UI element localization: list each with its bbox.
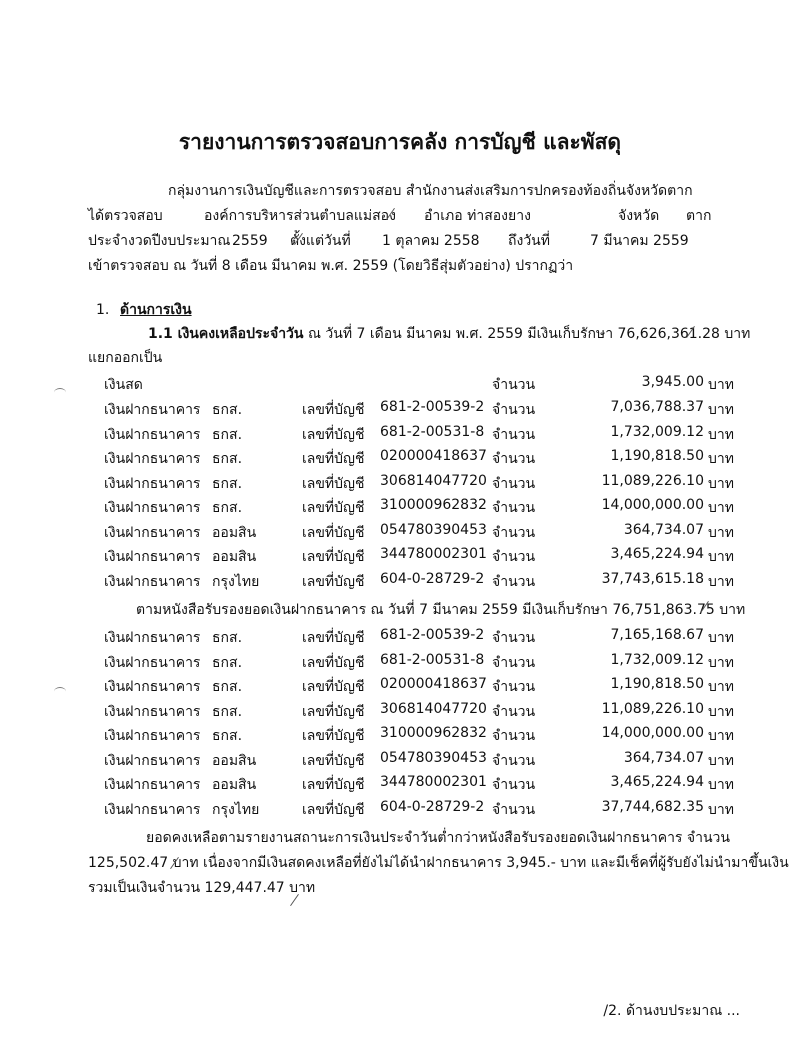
account-number: 054780390453 xyxy=(380,521,487,538)
bank-name: ธกส. xyxy=(212,500,243,516)
account-row xyxy=(104,571,744,593)
bank-name: ออมสิน xyxy=(212,777,257,793)
account-type: เงินฝากธนาคาร xyxy=(104,777,201,793)
qty-label: จำนวน xyxy=(492,573,536,590)
account-number: 681-2-00539-2 xyxy=(380,627,485,643)
certificate-heading: ตามหนังสือรับรองยอดเงินฝากธนาคาร ณ วันที่ 7 มีนาคม 2559 มีเงินเก็บรักษา 76,751,863.75 บาท xyxy=(136,602,746,618)
bank-name: ธกส. xyxy=(212,728,243,744)
account-row xyxy=(104,774,744,796)
qty-label: จำนวน xyxy=(492,630,536,646)
subsection-text: ณ วันที่ 7 เดือน มีนาคม พ.ศ. 2559 มีเงินเก็บรักษา 76,626,361.28 บาท xyxy=(303,326,751,342)
qty-label: จำนวน xyxy=(492,377,536,393)
account-number-label: เลขที่บัญชี xyxy=(302,549,365,565)
subsection-heading: 1.1 เงินคงเหลือประจำวัน xyxy=(148,326,304,342)
account-number: 681-2-00531-8 xyxy=(380,651,485,668)
district: อำเภอ ท่าสองยาง xyxy=(424,208,531,224)
inspect-date-line: เข้าตรวจสอบ ณ วันที่ 8 เดือน มีนาคม พ.ศ. 2559 (โดยวิธีสุ่มตัวอย่าง) ปรากฏว่า xyxy=(88,258,574,274)
qty-label: จำนวน xyxy=(492,426,536,443)
unit-label: บาท xyxy=(708,377,734,393)
account-row xyxy=(104,448,744,470)
account-number: 306814047720 xyxy=(380,700,487,717)
account-number-label: เลขที่บัญชี xyxy=(302,500,365,516)
account-number-label: เลขที่บัญชี xyxy=(302,426,365,443)
unit-label: บาท xyxy=(708,549,734,565)
amount: 3,465,224.94 xyxy=(610,546,704,562)
unit-label: บาท xyxy=(708,752,734,769)
account-number-label: เลขที่บัญชี xyxy=(302,801,365,818)
account-row xyxy=(104,424,744,446)
account-number-label: เลขที่บัญชี xyxy=(302,752,365,769)
bank-name: ธกส. xyxy=(212,654,243,671)
qty-label: จำนวน xyxy=(492,728,536,744)
agency-line: กลุ่มงานการเงินบัญชีและการตรวจสอบ สำนักงานส่งเสริมการปกครองท้องถิ่นจังหวัดตาก xyxy=(168,183,693,199)
fiscal-year: 2559 xyxy=(232,233,268,249)
account-type: เงินฝากธนาคาร xyxy=(104,524,201,541)
unit-label: บาท xyxy=(708,475,734,492)
account-number-label: เลขที่บัญชี xyxy=(302,679,365,695)
account-type: เงินฝากธนาคาร xyxy=(104,402,201,418)
section-heading: ด้านการเงิน xyxy=(120,302,192,318)
qty-label: จำนวน xyxy=(492,703,536,720)
account-number: 310000962832 xyxy=(380,497,487,513)
bank-name: ธกส. xyxy=(212,679,243,695)
unit-label: บาท xyxy=(708,654,734,671)
cash-amount: 3,945.00 xyxy=(641,374,704,390)
account-type: เงินฝากธนาคาร xyxy=(104,679,201,695)
account-row xyxy=(104,799,744,821)
account-number: 310000962832 xyxy=(380,725,487,741)
bank-name: กรุงไทย xyxy=(212,573,260,590)
account-number-label: เลขที่บัญชี xyxy=(302,654,365,671)
account-row xyxy=(104,473,744,495)
summary-line-2: 125,502.47 บาท เนื่องจากมีเงินสดคงเหลือที่ยังไม่ได้นำฝากธนาคาร 3,945.- บาท และมีเช็คที่ผู้รับยังไม่นำมาขึ้นเงิน xyxy=(88,855,789,871)
account-number-label: เลขที่บัญชี xyxy=(302,630,365,646)
amount: 1,190,818.50 xyxy=(610,448,704,464)
unit-label: บาท xyxy=(708,573,734,590)
account-number: 604-0-28729-2 xyxy=(380,798,485,815)
unit-label: บาท xyxy=(708,402,734,418)
cash-label: เงินสด xyxy=(104,377,143,393)
account-row xyxy=(104,676,744,698)
amount: 364,734.07 xyxy=(623,521,704,538)
account-type: เงินฝากธนาคาร xyxy=(104,630,201,646)
account-type: เงินฝากธนาคาร xyxy=(104,752,201,769)
account-type: เงินฝากธนาคาร xyxy=(104,426,201,443)
amount: 14,000,000.00 xyxy=(601,725,704,741)
split-label: แยกออกเป็น xyxy=(88,350,163,366)
account-row xyxy=(104,497,744,519)
account-number-label: เลขที่บัญชี xyxy=(302,573,365,590)
account-type: เงินฝากธนาคาร xyxy=(104,703,201,720)
qty-label: จำนวน xyxy=(492,500,536,516)
to-date: 7 มีนาคม 2559 xyxy=(590,233,689,249)
unit-label: บาท xyxy=(708,703,734,720)
amount: 1,732,009.12 xyxy=(610,651,704,668)
account-number-label: เลขที่บัญชี xyxy=(302,524,365,541)
cash-row xyxy=(104,374,744,396)
unit-label: บาท xyxy=(708,500,734,516)
account-type: เงินฝากธนาคาร xyxy=(104,801,201,818)
unit-label: บาท xyxy=(708,630,734,646)
summary-line-1: ยอดคงเหลือตามรายงานสถานะการเงินประจำวันต่ำกว่าหนังสือรับรองยอดเงินฝากธนาคาร จำนวน xyxy=(146,830,730,846)
account-number: 306814047720 xyxy=(380,472,487,489)
unit-label: บาท xyxy=(708,679,734,695)
unit-label: บาท xyxy=(708,451,734,467)
account-row xyxy=(104,546,744,568)
account-number: 681-2-00531-8 xyxy=(380,423,485,440)
qty-label: จำนวน xyxy=(492,654,536,671)
amount: 37,743,615.18 xyxy=(601,570,704,587)
unit-label: บาท xyxy=(708,728,734,744)
section-number: 1. xyxy=(96,302,110,318)
account-type: เงินฝากธนาคาร xyxy=(104,549,201,565)
bank-name: ออมสิน xyxy=(212,549,257,565)
account-type: เงินฝากธนาคาร xyxy=(104,654,201,671)
account-number-label: เลขที่บัญชี xyxy=(302,777,365,793)
unit-label: บาท xyxy=(708,801,734,818)
account-type: เงินฝากธนาคาร xyxy=(104,573,201,590)
from-label: ตั้งแต่วันที่ xyxy=(290,233,351,249)
account-row xyxy=(104,652,744,674)
amount: 7,165,168.67 xyxy=(610,627,704,643)
account-type: เงินฝากธนาคาร xyxy=(104,451,201,467)
account-row xyxy=(104,399,744,421)
account-number: 344780002301 xyxy=(380,774,487,790)
account-number-label: เลขที่บัญชี xyxy=(302,703,365,720)
fiscal-label: ประจำงวดปีงบประมาณ xyxy=(88,233,231,249)
account-number-label: เลขที่บัญชี xyxy=(302,402,365,418)
account-number: 020000418637 xyxy=(380,448,487,464)
account-number: 344780002301 xyxy=(380,546,487,562)
inspected-label: ได้ตรวจสอบ xyxy=(88,208,163,224)
qty-label: จำนวน xyxy=(492,475,536,492)
account-number-label: เลขที่บัญชี xyxy=(302,728,365,744)
qty-label: จำนวน xyxy=(492,752,536,769)
amount: 3,465,224.94 xyxy=(610,774,704,790)
amount: 364,734.07 xyxy=(623,749,704,766)
bank-name: ธกส. xyxy=(212,402,243,418)
amount: 37,744,682.35 xyxy=(601,798,704,815)
account-number-label: เลขที่บัญชี xyxy=(302,475,365,492)
amount: 11,089,226.10 xyxy=(601,472,704,489)
from-date: 1 ตุลาคม 2558 xyxy=(382,233,480,249)
qty-label: จำนวน xyxy=(492,549,536,565)
amount: 1,732,009.12 xyxy=(610,423,704,440)
bank-name: ออมสิน xyxy=(212,524,257,541)
subsection-line xyxy=(148,326,750,343)
amount: 14,000,000.00 xyxy=(601,497,704,513)
account-row xyxy=(104,750,744,772)
unit-label: บาท xyxy=(708,524,734,541)
qty-label: จำนวน xyxy=(492,451,536,467)
account-type: เงินฝากธนาคาร xyxy=(104,500,201,516)
account-row xyxy=(104,725,744,747)
account-row xyxy=(104,522,744,544)
bank-name: ธกส. xyxy=(212,475,243,492)
summary-line-3: รวมเป็นเงินจำนวน 129,447.47 บาท xyxy=(88,880,316,896)
qty-label: จำนวน xyxy=(492,402,536,418)
qty-label: จำนวน xyxy=(492,777,536,793)
province-label: จังหวัด xyxy=(618,208,660,224)
account-row xyxy=(104,627,744,649)
unit-label: บาท xyxy=(708,777,734,793)
account-number: 681-2-00539-2 xyxy=(380,399,485,415)
qty-label: จำนวน xyxy=(492,679,536,695)
amount: 7,036,788.37 xyxy=(610,399,704,415)
account-number: 020000418637 xyxy=(380,676,487,692)
amount: 1,190,818.50 xyxy=(610,676,704,692)
punch-hole-mark xyxy=(54,388,66,397)
bank-name: ธกส. xyxy=(212,630,243,646)
bank-name: ออมสิน xyxy=(212,752,257,769)
account-type: เงินฝากธนาคาร xyxy=(104,475,201,492)
qty-label: จำนวน xyxy=(492,801,536,818)
org-name: องค์การบริหารส่วนตำบลแม่สอง xyxy=(204,208,396,224)
bank-name: กรุงไทย xyxy=(212,801,260,818)
province: ตาก xyxy=(686,208,712,224)
continuation-footer: /2. ด้านงบประมาณ ... xyxy=(603,1003,740,1019)
bank-name: ธกส. xyxy=(212,703,243,720)
unit-label: บาท xyxy=(708,426,734,443)
account-type: เงินฝากธนาคาร xyxy=(104,728,201,744)
account-number: 604-0-28729-2 xyxy=(380,570,485,587)
bank-name: ธกส. xyxy=(212,451,243,467)
account-row xyxy=(104,701,744,723)
to-label: ถึงวันที่ xyxy=(508,233,550,249)
bank-name: ธกส. xyxy=(212,426,243,443)
account-number-label: เลขที่บัญชี xyxy=(302,451,365,467)
account-number: 054780390453 xyxy=(380,749,487,766)
document-title: รายงานการตรวจสอบการคลัง การบัญชี และพัสดุ xyxy=(178,130,622,154)
amount: 11,089,226.10 xyxy=(601,700,704,717)
qty-label: จำนวน xyxy=(492,524,536,541)
punch-hole-mark xyxy=(54,687,66,696)
